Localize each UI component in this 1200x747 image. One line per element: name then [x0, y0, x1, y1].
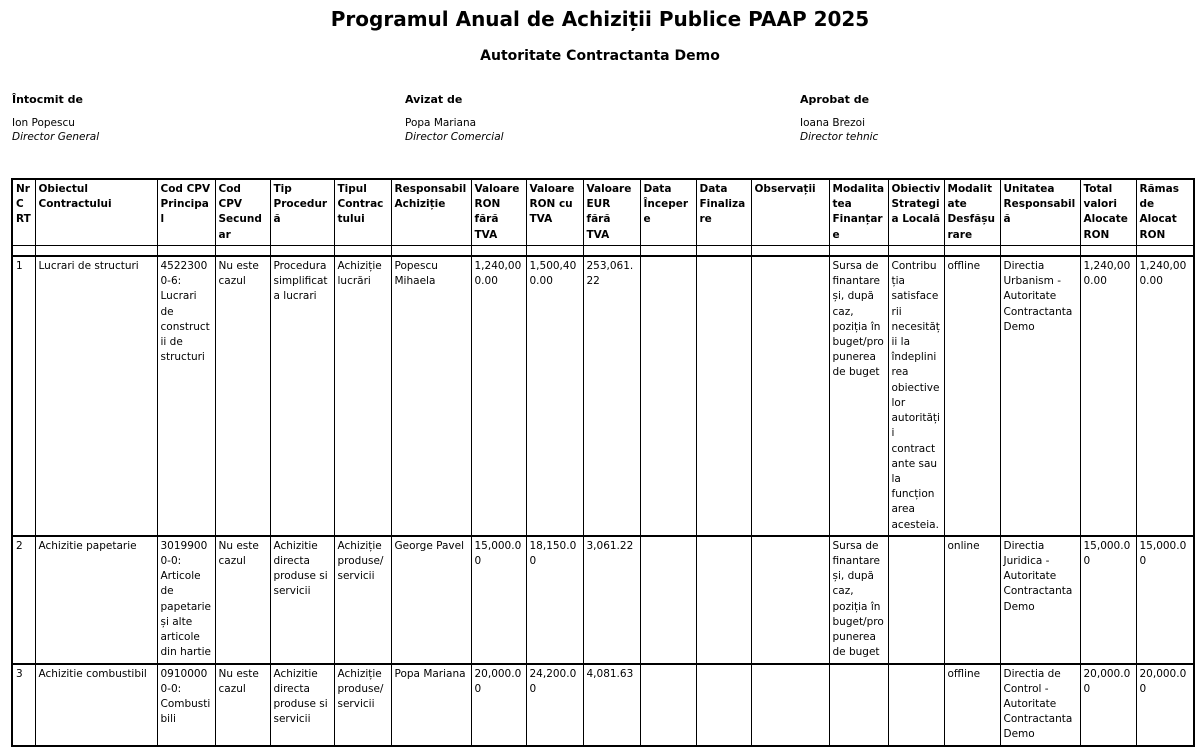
spacer-cell — [215, 245, 270, 256]
table-cell: 15,000.00 — [1080, 536, 1136, 664]
table-cell — [696, 536, 751, 664]
table-cell: Achizitie papetarie — [35, 536, 157, 664]
spacer-cell — [944, 245, 1000, 256]
table-cell: 30199000-0: Articole de papetarie și alte articole din hartie — [157, 536, 215, 664]
table-cell: Achizitie combustibil — [35, 664, 157, 746]
table-cell: 45223000-6: Lucrari de constructii de structuri — [157, 256, 215, 536]
column-header-15: Obiectiv Strategia Locală — [888, 179, 944, 245]
column-header-7: Responsabil Achiziție — [391, 179, 471, 245]
signature-name: Popa Mariana — [405, 117, 477, 129]
document-page — [0, 7, 1200, 741]
column-header-10: Valoare EUR fără TVA — [583, 179, 640, 245]
table-header — [12, 179, 1194, 245]
table-cell: Nu este cazul — [215, 536, 270, 664]
table-cell — [640, 536, 696, 664]
table-row — [12, 256, 1194, 536]
table-cell: Nu este cazul — [215, 256, 270, 536]
table-cell: 1,240,000.00 — [1136, 256, 1194, 536]
signature-row — [0, 93, 1200, 143]
table-cell — [751, 256, 829, 536]
spacer-cell — [526, 245, 583, 256]
table-cell: 20,000.00 — [1136, 664, 1194, 746]
column-header-14: Modalitatea Finanțare — [829, 179, 888, 245]
table-cell: Directia de Control - Autoritate Contractanta Demo — [1000, 664, 1080, 746]
spacer-cell — [391, 245, 471, 256]
table-cell: 3 — [12, 664, 35, 746]
table-cell: Lucrari de structuri — [35, 256, 157, 536]
spacer-cell — [583, 245, 640, 256]
table-cell — [640, 664, 696, 746]
table-cell: 2 — [12, 536, 35, 664]
signature-block-aprobat — [800, 93, 878, 143]
column-header-4: Cod CPV Secundar — [215, 179, 270, 245]
paap-table — [11, 178, 1195, 747]
signature-block-intocmit — [12, 93, 99, 143]
spacer-cell — [751, 245, 829, 256]
column-header-11: Data Începere — [640, 179, 696, 245]
signature-position: Director tehnic — [800, 131, 879, 143]
table-cell — [888, 664, 944, 746]
table-cell: 253,061.22 — [583, 256, 640, 536]
table-cell — [640, 256, 696, 536]
table-cell: offline — [944, 256, 1000, 536]
table-cell: 15,000.00 — [1136, 536, 1194, 664]
table-cell: Popescu Mihaela — [391, 256, 471, 536]
table-cell: Nu este cazul — [215, 664, 270, 746]
table-cell: 20,000.00 — [471, 664, 526, 746]
signature-role: Avizat de — [405, 93, 463, 106]
spacer-cell — [334, 245, 391, 256]
spacer-cell — [1080, 245, 1136, 256]
table-cell: Popa Mariana — [391, 664, 471, 746]
spacer-row — [12, 245, 1194, 256]
page-title: Programul Anual de Achiziții Publice PAAP 2025 — [330, 7, 870, 31]
spacer-cell — [888, 245, 944, 256]
table-cell: 20,000.00 — [1080, 664, 1136, 746]
table-cell — [696, 664, 751, 746]
table-cell: Directia Urbanism - Autoritate Contractanta Demo — [1000, 256, 1080, 536]
spacer-cell — [35, 245, 157, 256]
column-header-9: Valoare RON cu TVA — [526, 179, 583, 245]
table-row — [12, 664, 1194, 746]
column-header-12: Data Finalizare — [696, 179, 751, 245]
table-cell: Achiziție produse/servicii — [334, 536, 391, 664]
spacer-cell — [829, 245, 888, 256]
signature-name: Ioana Brezoi — [800, 117, 865, 129]
column-header-1: Nr CRT — [12, 179, 35, 245]
table-cell: 09100000-0: Combustibili — [157, 664, 215, 746]
table-cell: 1,240,000.00 — [1080, 256, 1136, 536]
table-cell: 15,000.00 — [471, 536, 526, 664]
table-cell: 24,200.00 — [526, 664, 583, 746]
signature-name: Ion Popescu — [12, 117, 75, 129]
table-cell: Achizitie directa produse si servicii — [270, 536, 334, 664]
table-cell — [751, 664, 829, 746]
signature-position: Director General — [12, 131, 100, 143]
table-cell: online — [944, 536, 1000, 664]
column-header-16: Modalitate Desfășurare — [944, 179, 1000, 245]
table-cell: Achiziție produse/servicii — [334, 664, 391, 746]
spacer-cell — [1136, 245, 1194, 256]
table-cell: Directia Juridica - Autoritate Contractanta Demo — [1000, 536, 1080, 664]
table-cell — [696, 256, 751, 536]
table-row — [12, 536, 1194, 664]
spacer-cell — [12, 245, 35, 256]
spacer-cell — [157, 245, 215, 256]
table-cell: Contribuția satisfacerii necesității la îndeplinirea obiectivelor autorității contractante sau la funcționarea acesteia. — [888, 256, 944, 536]
column-header-6: Tipul Contractului — [334, 179, 391, 245]
table-cell: George Pavel — [391, 536, 471, 664]
column-header-8: Valoare RON fără TVA — [471, 179, 526, 245]
table-cell: 1,240,000.00 — [471, 256, 526, 536]
signature-block-avizat — [405, 93, 504, 143]
page-subtitle: Autoritate Contractanta Demo — [480, 48, 720, 64]
signature-role: Aprobat de — [800, 93, 870, 106]
table-cell: 4,081.63 — [583, 664, 640, 746]
table-cell: 18,150.00 — [526, 536, 583, 664]
column-header-13: Observații — [751, 179, 829, 245]
column-header-18: Total valori Alocate RON — [1080, 179, 1136, 245]
spacer-cell — [640, 245, 696, 256]
column-header-2: Obiectul Contractului — [35, 179, 157, 245]
table-cell — [829, 664, 888, 746]
table-cell — [751, 536, 829, 664]
table-cell — [888, 536, 944, 664]
table-cell: 3,061.22 — [583, 536, 640, 664]
spacer-cell — [1000, 245, 1080, 256]
column-header-17: Unitatea Responsabilă — [1000, 179, 1080, 245]
table-cell: Achizitie directa produse si servicii — [270, 664, 334, 746]
table-cell: Achiziție lucrări — [334, 256, 391, 536]
table-cell: Sursa de finantare și, după caz, poziția în buget/propunerea de buget — [829, 536, 888, 664]
spacer-cell — [471, 245, 526, 256]
table-cell: 1 — [12, 256, 35, 536]
column-header-5: Tip Procedură — [270, 179, 334, 245]
signature-position: Director Comercial — [405, 131, 504, 143]
column-header-19: Rămas de Alocat RON — [1136, 179, 1194, 245]
table-cell: 1,500,400.00 — [526, 256, 583, 536]
signature-role: Întocmit de — [12, 93, 83, 106]
spacer-cell — [696, 245, 751, 256]
spacer-cell — [270, 245, 334, 256]
table-cell: offline — [944, 664, 1000, 746]
table-cell: Procedura simplificata lucrari — [270, 256, 334, 536]
table-body — [12, 245, 1194, 745]
column-header-3: Cod CPV Principal — [157, 179, 215, 245]
table-cell: Sursa de finantare și, după caz, poziția în buget/propunerea de buget — [829, 256, 888, 536]
header-row — [12, 179, 1194, 245]
